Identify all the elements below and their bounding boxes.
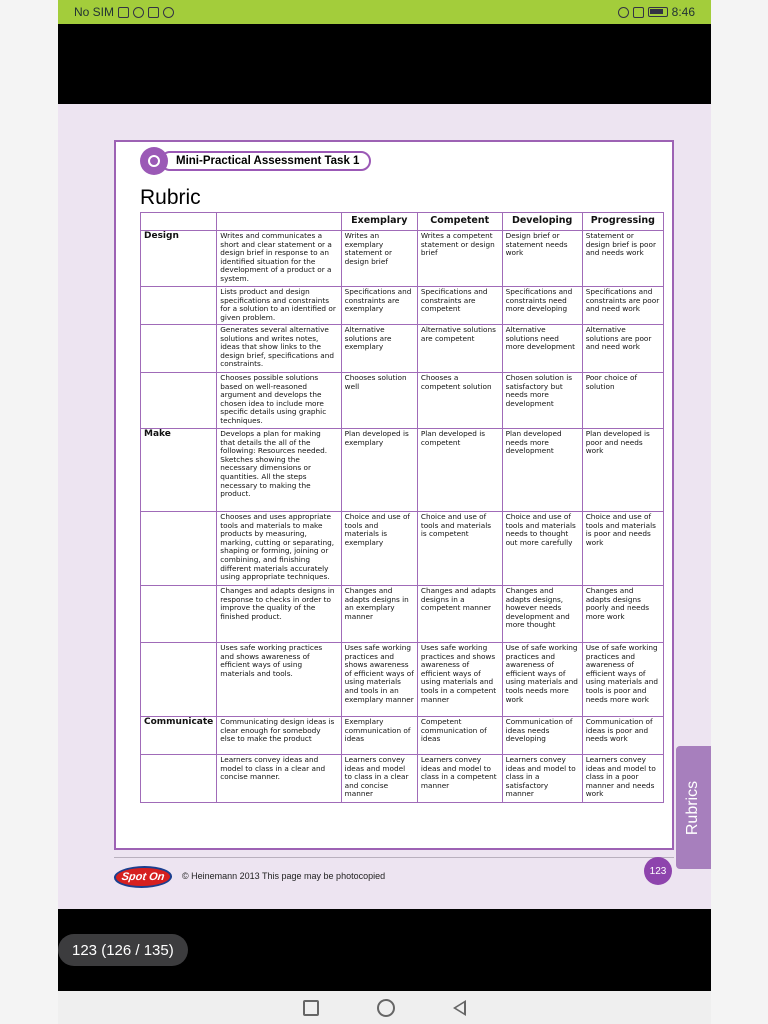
competent-cell: Changes and adapts designs in a competent manner [417, 586, 502, 643]
category-cell [141, 586, 217, 643]
criterion-cell: Generates several alternative solutions and writes notes, ideas that show links to the design brief, specifications and constraints. [217, 325, 341, 373]
rubric-table [140, 212, 664, 803]
recent-apps-button[interactable] [303, 1000, 319, 1016]
developing-cell: Plan developed needs more development [502, 429, 582, 512]
exemplary-cell: Specifications and constraints are exemplary [341, 287, 417, 325]
developing-cell: Specifications and constraints need more developing [502, 287, 582, 325]
competent-cell: Alternative solutions are competent [417, 325, 502, 373]
competent-cell: Learners convey ideas and model to class in a competent manner [417, 755, 502, 803]
exemplary-cell: Writes an exemplary statement or design brief [341, 231, 417, 287]
app-notification-icon [148, 7, 159, 18]
table-row [141, 325, 664, 373]
clock: 8:46 [671, 5, 695, 19]
progressing-cell: Changes and adapts designs poorly and needs more work [582, 586, 663, 643]
header-cell [217, 213, 341, 231]
side-tab-label: Rubrics [684, 780, 702, 835]
exemplary-cell: Changes and adapts designs in an exemplary manner [341, 586, 417, 643]
criterion-cell: Changes and adapts designs in response to checks in order to improve the quality of the finished product. [217, 586, 341, 643]
developing-cell: Learners convey ideas and model to class in a satisfactory manner [502, 755, 582, 803]
table-row [141, 755, 664, 803]
header-progressing: Progressing [582, 213, 663, 231]
table-row [141, 643, 664, 717]
category-cell: Design [141, 231, 217, 287]
competent-cell: Plan developed is competent [417, 429, 502, 512]
criterion-cell: Develops a plan for making that details the all of the following: Resources needed. Sketches showing the necessary dimensions or quantities. All the steps necessary to making the product. [217, 429, 341, 512]
sim-icon [118, 7, 129, 18]
status-right [618, 5, 695, 19]
page-number: 123 [644, 857, 672, 885]
table-row [141, 287, 664, 325]
exemplary-cell: Chooses solution well [341, 373, 417, 429]
criterion-cell: Chooses possible solutions based on well-reasoned argument and develops the chosen idea to include more specific details using graphic techniques. [217, 373, 341, 429]
task-badge-label: Mini-Practical Assessment Task 1 [160, 151, 371, 171]
table-row [141, 586, 664, 643]
competent-cell: Competent communication of ideas [417, 717, 502, 755]
carrier-text: No SIM [74, 5, 115, 19]
competent-cell: Specifications and constraints are competent [417, 287, 502, 325]
category-cell [141, 287, 217, 325]
navigation-bar [58, 991, 711, 1024]
page-title: Rubric [140, 186, 201, 209]
criterion-cell: Lists product and design specifications and constraints for a solution to an identified or given problem. [217, 287, 341, 325]
table-header-row [141, 213, 664, 231]
header-exemplary: Exemplary [341, 213, 417, 231]
category-cell [141, 512, 217, 586]
status-bar [58, 0, 711, 24]
progressing-cell: Choice and use of tools and materials is poor and needs work [582, 512, 663, 586]
task-badge [140, 150, 371, 172]
exemplary-cell: Choice and use of tools and materials is exemplary [341, 512, 417, 586]
developing-cell: Chosen solution is satisfactory but needs more development [502, 373, 582, 429]
page-indicator[interactable]: 123 (126 / 135) [58, 934, 188, 966]
table-row [141, 717, 664, 755]
exemplary-cell: Exemplary communication of ideas [341, 717, 417, 755]
header-developing: Developing [502, 213, 582, 231]
table-row [141, 429, 664, 512]
vibrate-icon [633, 7, 644, 18]
progressing-cell: Alternative solutions are poor and need work [582, 325, 663, 373]
criterion-cell: Uses safe working practices and shows awareness of efficient ways of using materials and tools. [217, 643, 341, 717]
competent-cell: Chooses a competent solution [417, 373, 502, 429]
developing-cell: Choice and use of tools and materials needs to thought out more carefully [502, 512, 582, 586]
criterion-cell: Chooses and uses appropriate tools and materials to make products by measuring, marking, cutting or separating, shaping or forming, joining or combining, and finishing different materials accurately using appropriate techniques. [217, 512, 341, 586]
category-cell [141, 755, 217, 803]
battery-icon [648, 7, 668, 17]
side-tab-rubrics [676, 746, 711, 869]
developing-cell: Changes and adapts designs, however needs development and more thought [502, 586, 582, 643]
developing-cell: Use of safe working practices and awareness of efficient ways of using materials and tools needs more work [502, 643, 582, 717]
sync-icon [163, 7, 174, 18]
header-competent: Competent [417, 213, 502, 231]
status-left [74, 5, 174, 19]
category-cell: Communicate [141, 717, 217, 755]
exemplary-cell: Learners convey ideas and model to class in a clear and concise manner [341, 755, 417, 803]
criterion-cell: Learners convey ideas and model to class in a clear and concise manner. [217, 755, 341, 803]
document-page[interactable] [58, 104, 711, 909]
logo-text: Spot On [120, 871, 166, 883]
table-row [141, 231, 664, 287]
progressing-cell: Statement or design brief is poor and needs work [582, 231, 663, 287]
copyright-text: © Heinemann 2013 This page may be photocopied [182, 871, 386, 881]
spot-on-logo [112, 866, 173, 888]
progressing-cell: Communication of ideas is poor and needs work [582, 717, 663, 755]
footer-divider [114, 857, 674, 858]
eye-icon [618, 7, 629, 18]
category-cell: Make [141, 429, 217, 512]
developing-cell: Alternative solutions need more development [502, 325, 582, 373]
progressing-cell: Poor choice of solution [582, 373, 663, 429]
category-cell [141, 325, 217, 373]
table-row [141, 373, 664, 429]
magnifier-icon [140, 147, 168, 175]
home-button[interactable] [377, 999, 395, 1017]
category-cell [141, 373, 217, 429]
competent-cell: Writes a competent statement or design brief [417, 231, 502, 287]
exemplary-cell: Alternative solutions are exemplary [341, 325, 417, 373]
wifi-icon [133, 7, 144, 18]
table-row [141, 512, 664, 586]
header-cell [141, 213, 217, 231]
progressing-cell: Use of safe working practices and awareness of efficient ways of using materials and tools is poor and needs more work [582, 643, 663, 717]
category-cell [141, 643, 217, 717]
exemplary-cell: Plan developed is exemplary [341, 429, 417, 512]
exemplary-cell: Uses safe working practices and shows awareness of efficient ways of using materials and tools in an exemplary manner [341, 643, 417, 717]
competent-cell: Uses safe working practices and shows awareness of efficient ways of using materials and tools in a competent manner [417, 643, 502, 717]
developing-cell: Design brief or statement needs work [502, 231, 582, 287]
criterion-cell: Writes and communicates a short and clear statement or a design brief in response to an identified situation for the development of a product or a system. [217, 231, 341, 287]
progressing-cell: Specifications and constraints are poor and need work [582, 287, 663, 325]
developing-cell: Communication of ideas needs developing [502, 717, 582, 755]
back-button[interactable] [453, 1000, 466, 1016]
progressing-cell: Plan developed is poor and needs work [582, 429, 663, 512]
criterion-cell: Communicating design ideas is clear enough for somebody else to make the product [217, 717, 341, 755]
progressing-cell: Learners convey ideas and model to class in a poor manner and needs work [582, 755, 663, 803]
competent-cell: Choice and use of tools and materials is competent [417, 512, 502, 586]
